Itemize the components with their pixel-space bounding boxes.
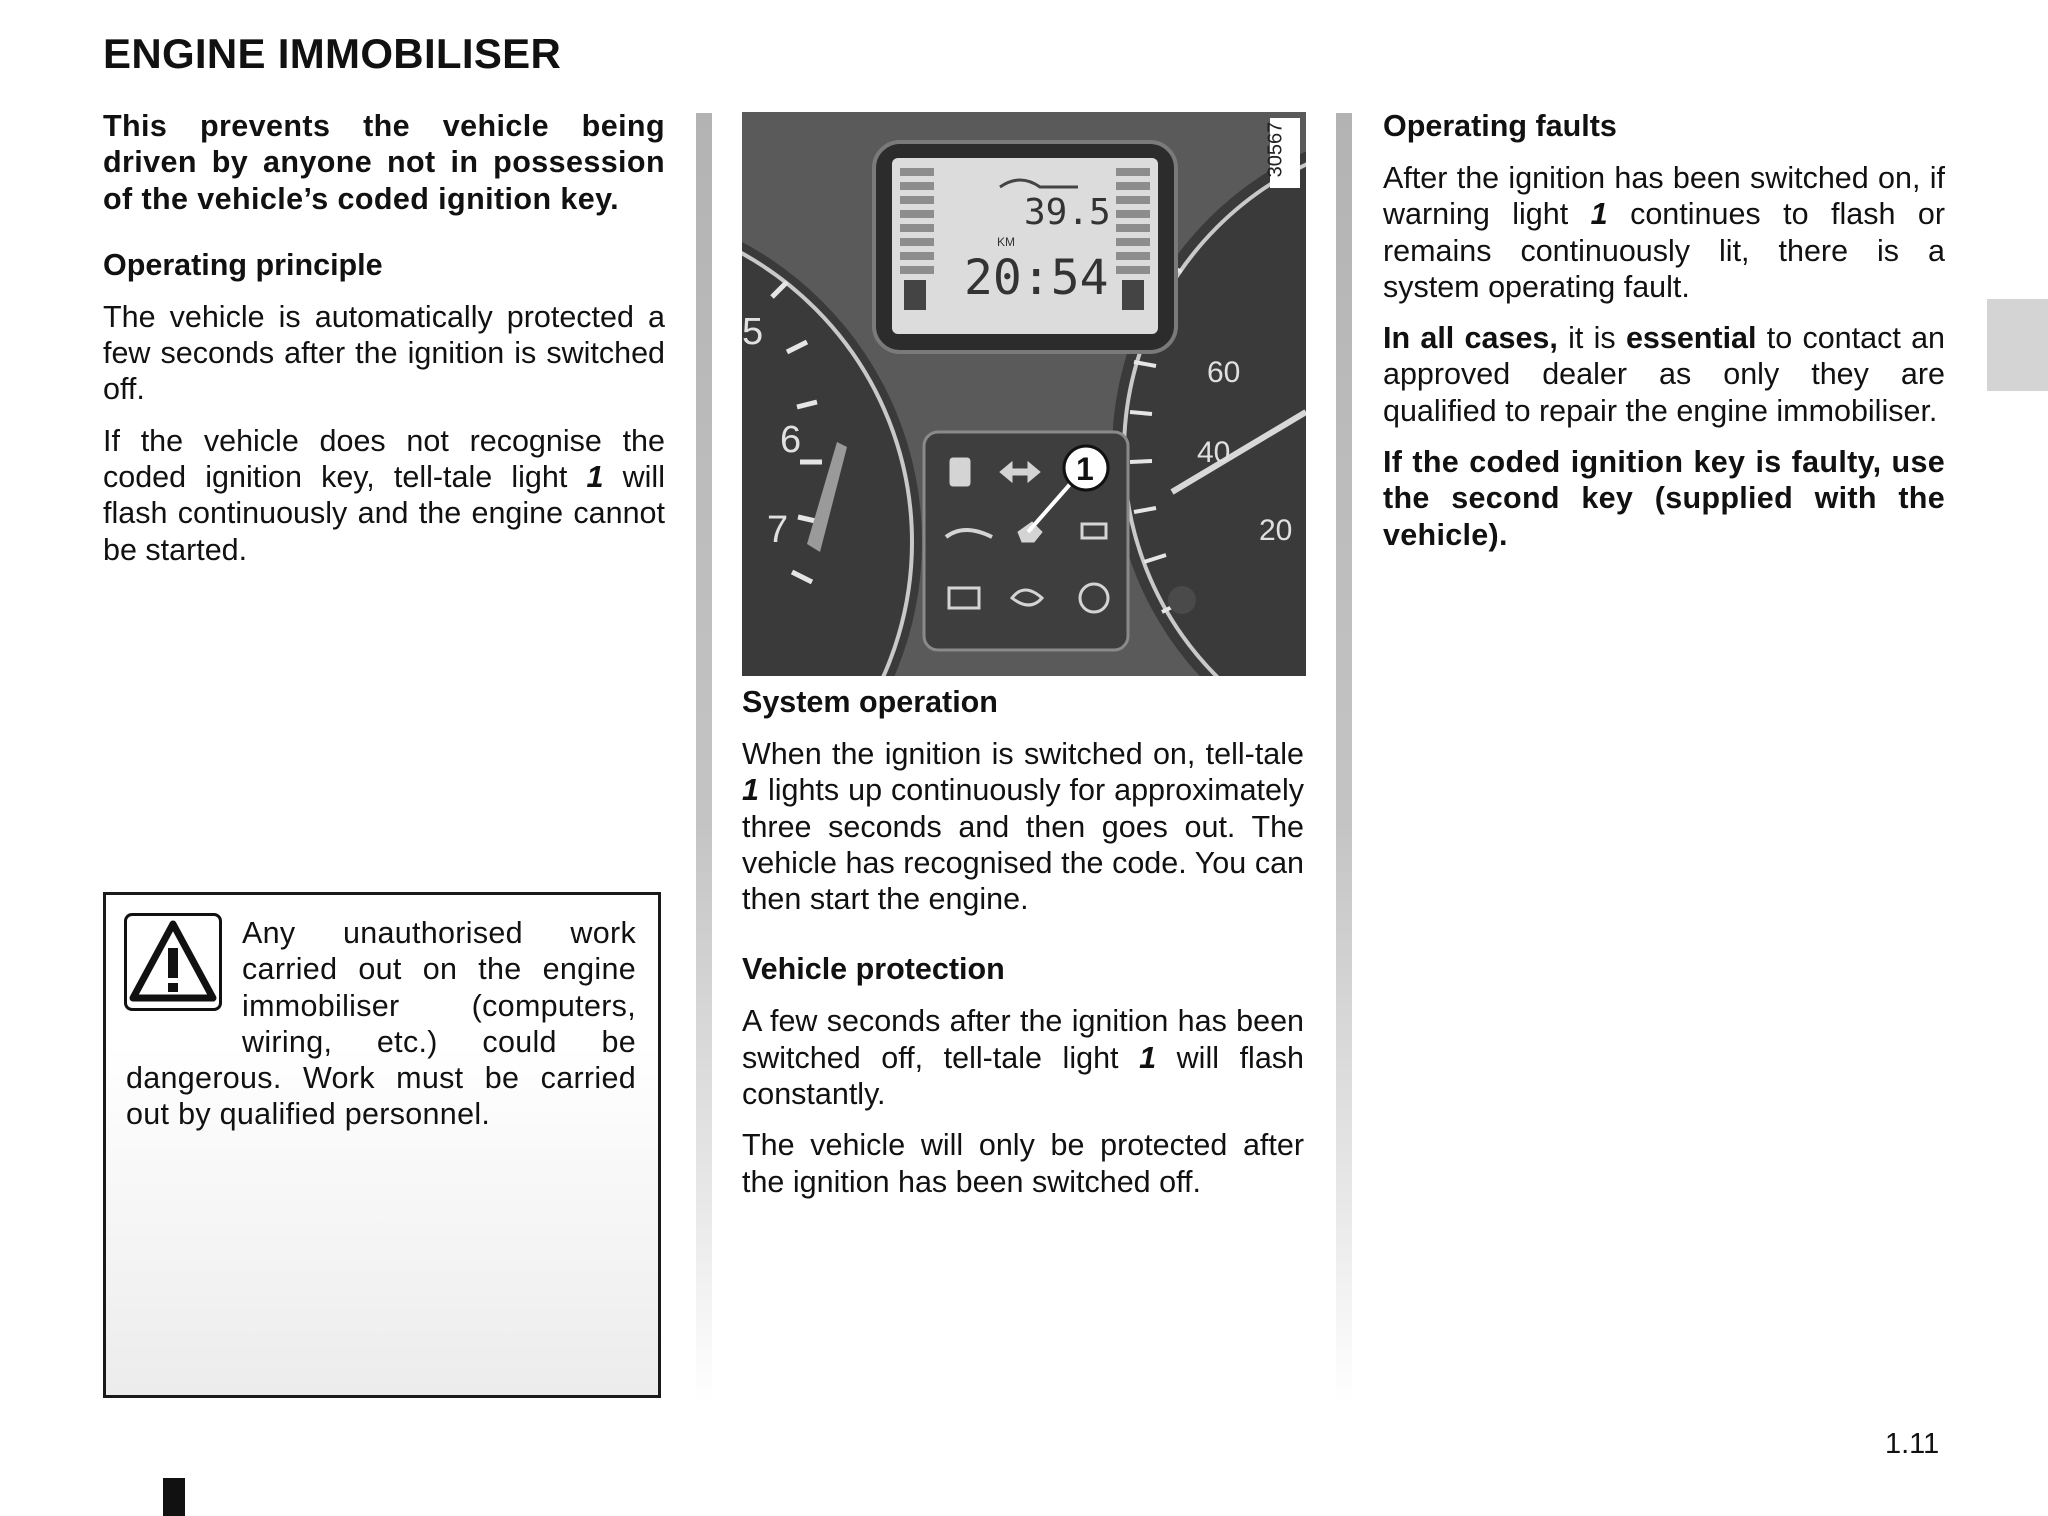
text-span: continues to flash or remains continuously lit, there is a system operating fault. bbox=[1383, 197, 1945, 304]
tacho-label-5: 5 bbox=[742, 311, 764, 353]
instrument-cluster-figure bbox=[742, 112, 1306, 676]
operating-principle-para2 bbox=[103, 423, 665, 568]
tell-tale-number: 1 bbox=[586, 460, 604, 495]
system-operation-heading: System operation bbox=[742, 685, 998, 719]
section-tab-marker bbox=[1987, 299, 2048, 391]
column-middle bbox=[742, 684, 1304, 1215]
text-span: A few seconds after the ignition has been switched off, tell-tale light bbox=[742, 1004, 1304, 1075]
text-span: will flash continuously and the engine cannot be started. bbox=[103, 460, 665, 567]
operating-faults-para3: If the coded ignition key is faulty, use the second key (supplied with the vehicle). bbox=[1383, 445, 1945, 552]
text-span: After the ignition has been switched on, if warning light bbox=[1383, 161, 1945, 232]
operating-principle-para1: The vehicle is automatically protected a few seconds after the ignition is switched off. bbox=[103, 299, 665, 407]
text-span: it is bbox=[1557, 321, 1626, 356]
corner-mark bbox=[163, 1478, 185, 1516]
text-span: lights up continuously for approximately three seconds and then goes out. The vehicle has recognised the code. You can then start the engine. bbox=[742, 773, 1304, 917]
column-left bbox=[103, 108, 665, 583]
speedo-label-40: 40 bbox=[1197, 436, 1231, 469]
text-span: to contact an approved dealer as only they are qualified to repair the engine immobiliser. bbox=[1383, 321, 1946, 428]
vehicle-protection-heading: Vehicle protection bbox=[742, 952, 1005, 987]
warning-text: Any unauthorised work carried out on the engine immobiliser (computers, wiring, etc.) could be dangerous. Work must be carried out by qualified personnel. bbox=[126, 916, 636, 1132]
page-number: 1.11 bbox=[1885, 1428, 1940, 1460]
lcd-unit: KM bbox=[997, 235, 1015, 249]
text-span: When the ignition is switched on, tell-tale bbox=[742, 737, 1304, 771]
lcd-time: 20:54 bbox=[964, 250, 1109, 306]
emphasis-text: essential bbox=[1625, 321, 1757, 356]
tacho-label-7: 7 bbox=[767, 509, 789, 551]
callout-number: 1 bbox=[1076, 451, 1094, 487]
emphasis-text: In all cases, bbox=[1383, 321, 1558, 356]
speedo-label-20: 20 bbox=[1259, 514, 1293, 547]
warning-light-number: 1 bbox=[1590, 197, 1608, 232]
tell-tale-number: 1 bbox=[1139, 1040, 1157, 1075]
operating-faults-para1 bbox=[1383, 160, 1945, 305]
operating-faults-para2 bbox=[1383, 320, 1945, 429]
column-divider bbox=[1336, 113, 1352, 1403]
page-title: ENGINE IMMOBILISER bbox=[103, 30, 562, 77]
text-span: will flash constantly. bbox=[742, 1040, 1304, 1112]
figure-ref-code: 30567 bbox=[1264, 121, 1287, 178]
operating-principle-heading: Operating principle bbox=[103, 247, 383, 282]
fuel-icon bbox=[950, 458, 970, 486]
vehicle-protection-para1 bbox=[742, 1003, 1304, 1112]
lcd-distance: 39.5 bbox=[1024, 192, 1111, 233]
column-right bbox=[1383, 108, 1945, 568]
warning-box bbox=[103, 892, 661, 1398]
operating-faults-heading: Operating faults bbox=[1383, 109, 1617, 143]
intro-text: This prevents the vehicle being driven by anyone not in possession of the vehicle’s coded ignition key. bbox=[103, 109, 665, 216]
speedo-label-60: 60 bbox=[1207, 356, 1241, 389]
system-operation-para bbox=[742, 736, 1304, 917]
vehicle-protection-para2: The vehicle will only be protected after the ignition has been switched off. bbox=[742, 1128, 1304, 1199]
text-span: If the vehicle does not recognise the coded ignition key, tell-tale light bbox=[103, 423, 665, 495]
tell-tale-number: 1 bbox=[742, 773, 759, 808]
figure-reference bbox=[1264, 118, 1300, 188]
warning-text-container bbox=[126, 915, 636, 1133]
tacho-label-6: 6 bbox=[780, 419, 802, 461]
column-divider bbox=[696, 113, 712, 1403]
